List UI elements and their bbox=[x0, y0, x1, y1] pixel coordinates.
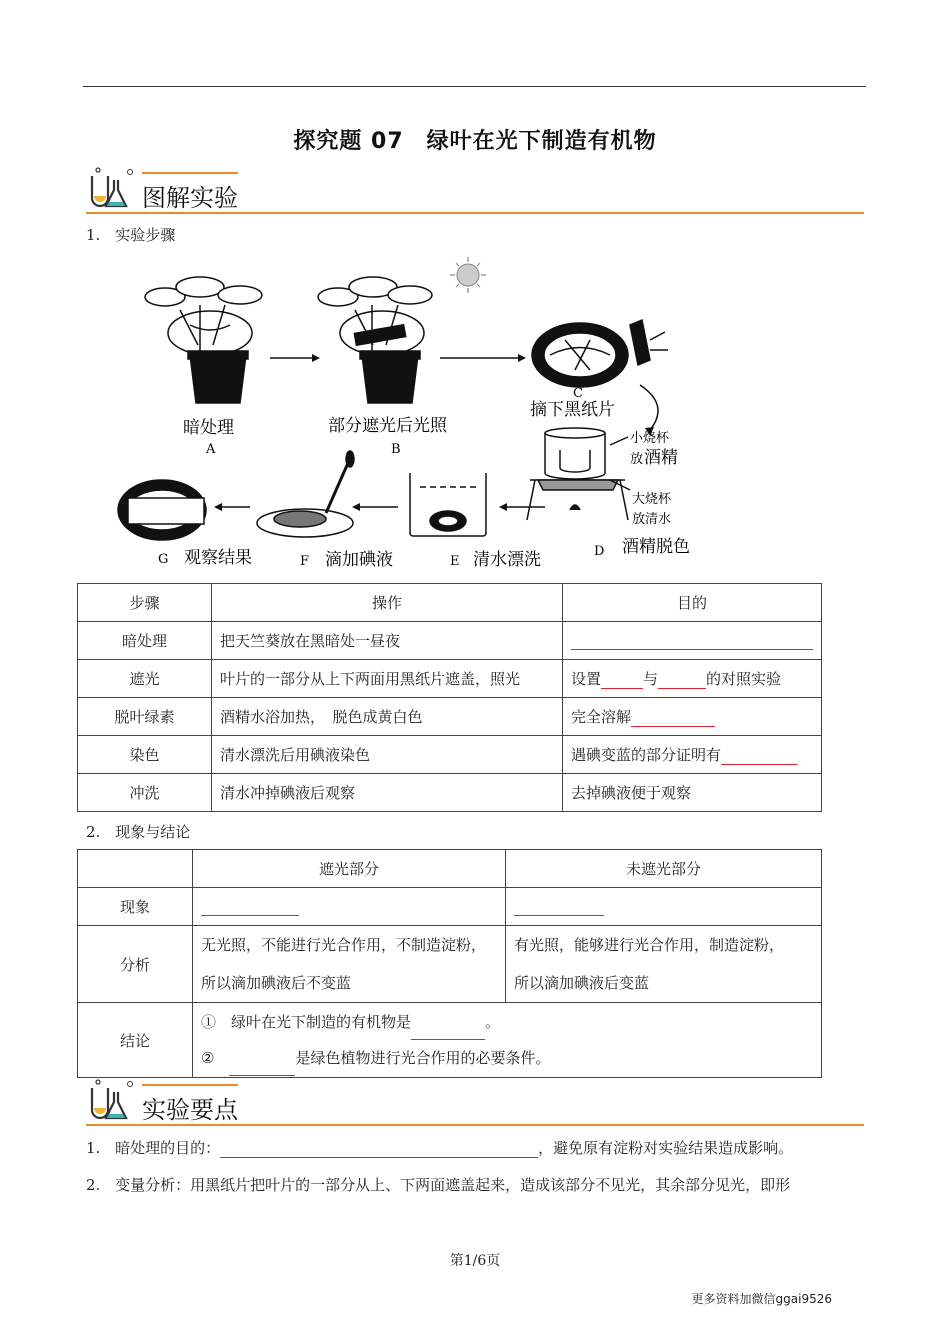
fill-blank[interactable] bbox=[201, 901, 299, 916]
cell-conclusion bbox=[193, 1003, 822, 1078]
table-row bbox=[78, 1003, 822, 1078]
text: ② bbox=[201, 1049, 230, 1067]
list-number: 2. bbox=[86, 1176, 101, 1194]
rinse-beaker-illustration bbox=[410, 473, 486, 536]
cell-op: 酒精水浴加热， 脱色成黄白色 bbox=[212, 698, 563, 736]
page-number: 第1/6页 bbox=[449, 1253, 501, 1269]
accent-line-long bbox=[86, 212, 864, 214]
cell-op: 叶片的一部分从上下两面用黑纸片遮盖，照光 bbox=[212, 660, 563, 698]
cell-step: 暗处理 bbox=[78, 622, 212, 660]
cell-label: 分析 bbox=[78, 926, 193, 1003]
label-f-text: 滴加碘液 bbox=[325, 550, 393, 570]
leaf-c-illustration bbox=[532, 320, 668, 387]
cell-purpose bbox=[563, 622, 822, 660]
cell-step: 染色 bbox=[78, 736, 212, 774]
label-c-letter: C bbox=[573, 386, 583, 401]
fill-blank[interactable] bbox=[220, 1143, 538, 1158]
cell-purpose bbox=[563, 736, 822, 774]
accent-line-long bbox=[86, 1124, 864, 1126]
text: 暗处理的目的： bbox=[115, 1139, 221, 1157]
fill-blank[interactable] bbox=[601, 674, 643, 689]
th-covered: 遮光部分 bbox=[193, 850, 506, 888]
cell-label: 结论 bbox=[78, 1003, 193, 1078]
subheading-steps: 1. 实验步骤 bbox=[86, 226, 176, 244]
cell-step: 冲洗 bbox=[78, 774, 212, 812]
label-g-text: 观察结果 bbox=[184, 548, 252, 568]
label-d-big2: 放清水 bbox=[632, 512, 672, 527]
label-d-text: 酒精脱色 bbox=[622, 537, 690, 557]
th-step: 步骤 bbox=[78, 584, 212, 622]
water-bath-illustration bbox=[527, 428, 630, 520]
th-op: 操作 bbox=[212, 584, 563, 622]
table-row bbox=[78, 774, 822, 812]
label-d-small2: 放 bbox=[630, 452, 644, 467]
label-a-letter: A bbox=[206, 442, 216, 457]
table-row bbox=[78, 698, 822, 736]
lab-flask-icon bbox=[86, 1078, 136, 1128]
label-g-letter: G bbox=[158, 552, 169, 567]
page-title: 探究题 07 绿叶在光下制造有机物 bbox=[293, 129, 657, 154]
plant-a-illustration bbox=[145, 277, 262, 403]
cell-op: 把天竺葵放在黑暗处一昼夜 bbox=[212, 622, 563, 660]
keypoint-2 bbox=[86, 1174, 790, 1195]
th-purpose: 目的 bbox=[563, 584, 822, 622]
text: ① 绿叶在光下制造的有机物是 bbox=[201, 1013, 412, 1031]
iodine-dish-illustration bbox=[257, 451, 354, 537]
label-d-small2b: 酒精 bbox=[644, 448, 678, 468]
cell-purpose: 去掉碘液便于观察 bbox=[563, 774, 822, 812]
table-row bbox=[78, 926, 822, 1003]
cell-purpose bbox=[563, 698, 822, 736]
table-row bbox=[78, 888, 822, 926]
text: 遇碘变蓝的部分证明有 bbox=[571, 746, 722, 764]
label-e-letter: E bbox=[450, 554, 460, 569]
label-a-name: 暗处理 bbox=[183, 418, 234, 438]
list-number: 1. bbox=[86, 1139, 101, 1157]
text: 。 bbox=[485, 1013, 501, 1031]
table-row bbox=[78, 736, 822, 774]
fill-blank[interactable] bbox=[229, 1061, 295, 1076]
fill-blank[interactable] bbox=[658, 674, 706, 689]
label-b-name: 部分遮光后光照 bbox=[328, 416, 447, 436]
text: 的对照实验 bbox=[706, 670, 782, 688]
cell-op: 清水冲掉碘液后观察 bbox=[212, 774, 563, 812]
label-b-letter: B bbox=[391, 442, 401, 457]
th-empty bbox=[78, 850, 193, 888]
lab-flask-icon bbox=[86, 166, 136, 216]
keypoint-1 bbox=[86, 1137, 793, 1158]
cell-covered bbox=[193, 926, 506, 1003]
sun-icon bbox=[450, 257, 486, 293]
cell-purpose bbox=[563, 660, 822, 698]
text: 完全溶解 bbox=[571, 708, 632, 726]
fill-blank[interactable] bbox=[631, 712, 715, 727]
cell-op: 清水漂洗后用碘液染色 bbox=[212, 736, 563, 774]
cell-label: 现象 bbox=[78, 888, 193, 926]
top-rule bbox=[83, 86, 866, 87]
cell-step: 遮光 bbox=[78, 660, 212, 698]
table-row bbox=[78, 622, 822, 660]
fill-blank[interactable] bbox=[411, 1025, 485, 1040]
text: 与 bbox=[643, 670, 659, 688]
fill-blank[interactable] bbox=[514, 901, 604, 916]
text: 是绿色植物进行光合作用的必要条件。 bbox=[295, 1049, 551, 1067]
th-uncovered: 未遮光部分 bbox=[506, 850, 822, 888]
cell-uncovered bbox=[506, 926, 822, 1003]
accent-line-short bbox=[142, 1084, 238, 1086]
label-d-letter: D bbox=[594, 544, 605, 559]
text: 无光照，不能进行光合作用，不制造淀粉， bbox=[201, 936, 487, 954]
section-header-keypoints bbox=[86, 1078, 864, 1130]
results-table bbox=[77, 849, 822, 1078]
section-title: 图解实验 bbox=[142, 184, 238, 212]
arrow-c-d bbox=[640, 385, 658, 430]
label-f-letter: F bbox=[300, 554, 310, 569]
text: 所以滴加碘液后变蓝 bbox=[514, 974, 650, 992]
plant-b-illustration bbox=[318, 277, 432, 403]
cell-step: 脱叶绿素 bbox=[78, 698, 212, 736]
table-row bbox=[78, 660, 822, 698]
cell-uncovered bbox=[506, 888, 822, 926]
experiment-diagram bbox=[110, 255, 710, 575]
text: 设置 bbox=[571, 670, 602, 688]
fill-blank[interactable] bbox=[721, 750, 797, 765]
text: 有光照，能够进行光合作用，制造淀粉， bbox=[514, 936, 785, 954]
section-title: 实验要点 bbox=[142, 1096, 238, 1124]
section-header-illustrated bbox=[86, 166, 864, 218]
label-d-small1: 小烧杯 bbox=[630, 431, 670, 446]
label-c-text: 摘下黑纸片 bbox=[530, 400, 615, 420]
steps-table bbox=[77, 583, 822, 812]
watermark-text: 更多资料加微信ggai9526 bbox=[691, 1292, 832, 1306]
text: 所以滴加碘液后不变蓝 bbox=[201, 974, 352, 992]
cell-covered bbox=[193, 888, 506, 926]
result-leaf-illustration bbox=[118, 480, 206, 540]
fill-blank[interactable] bbox=[571, 635, 813, 650]
label-d-big1: 大烧杯 bbox=[632, 492, 672, 507]
subheading-results: 2. 现象与结论 bbox=[86, 823, 191, 841]
text: 变量分析：用黑纸片把叶片的一部分从上、下两面遮盖起来，造成该部分不见光，其余部分见光，即形 bbox=[115, 1176, 791, 1194]
accent-line-short bbox=[142, 172, 238, 174]
text: ，避免原有淀粉对实验结果造成影响。 bbox=[538, 1139, 794, 1157]
label-e-text: 清水漂洗 bbox=[473, 550, 541, 570]
